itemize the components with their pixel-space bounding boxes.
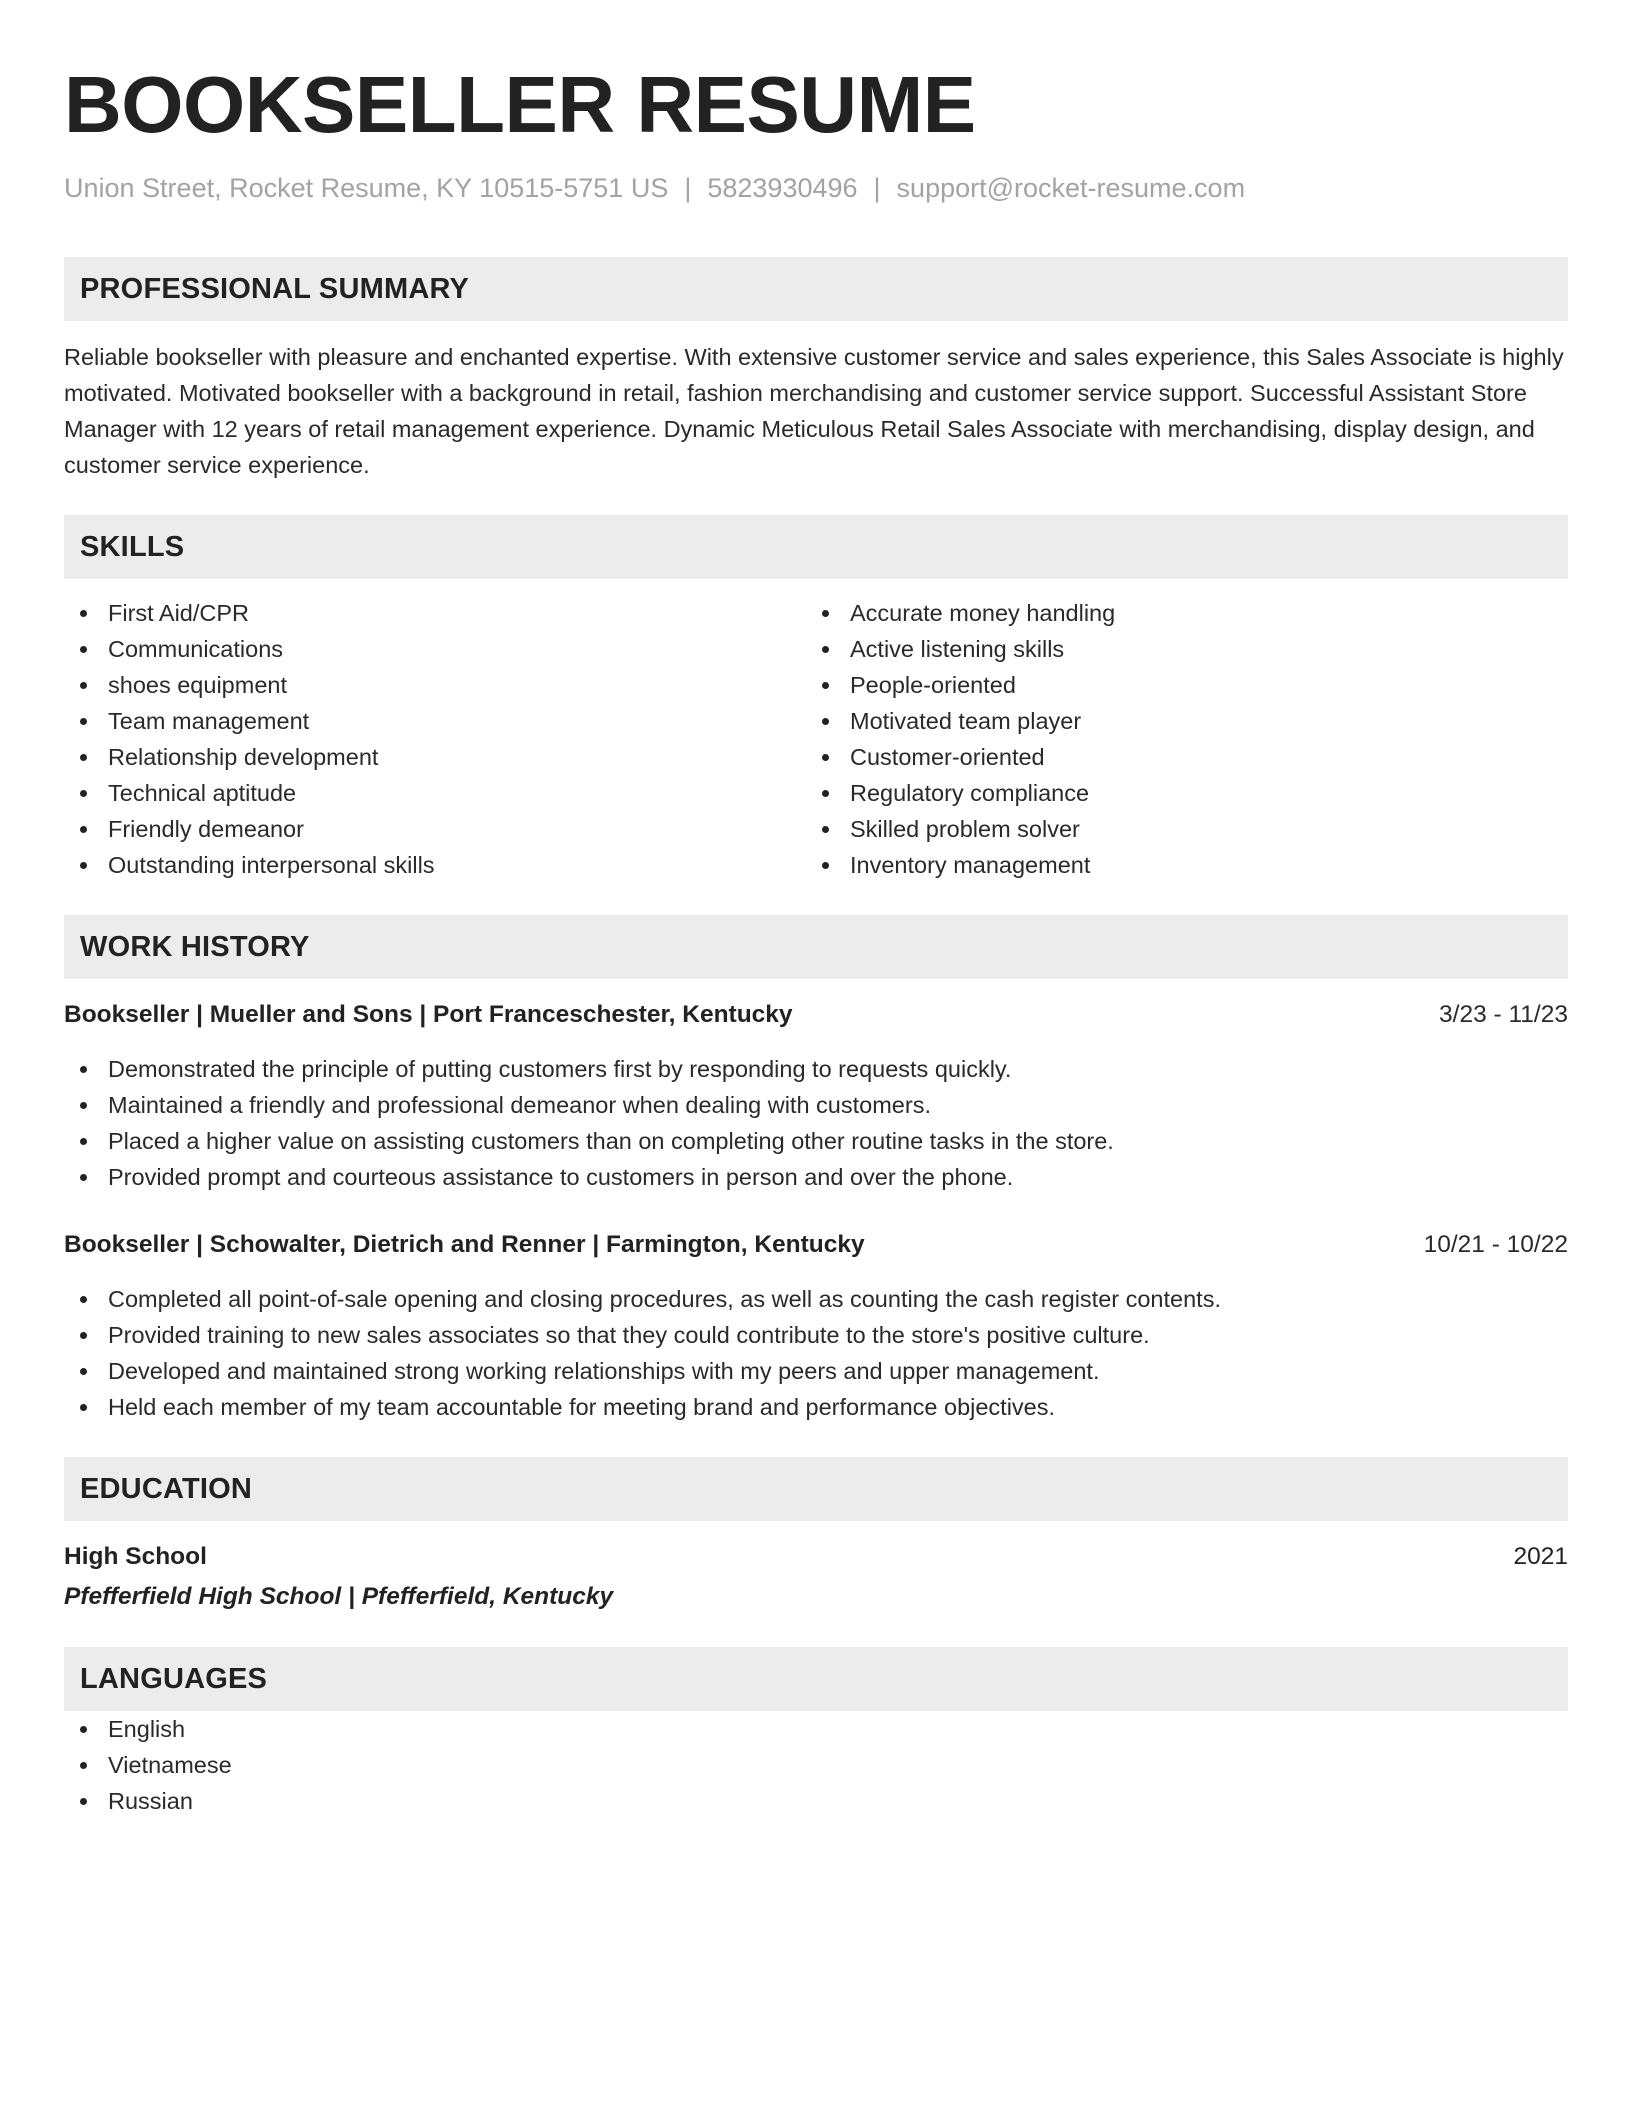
- languages-list: [64, 1711, 1568, 1819]
- language-item: Russian: [64, 1783, 1568, 1819]
- job-bullet: Developed and maintained strong working relationships with my peers and upper management.: [64, 1353, 1568, 1389]
- education-school: Pfefferfield High School | Pfefferfield, Kentucky: [64, 1583, 614, 1610]
- skill-item: Friendly demeanor: [64, 811, 806, 847]
- job-bullet: Placed a higher value on assisting customers than on completing other routine tasks in the store.: [64, 1123, 1568, 1159]
- contact-address: Union Street, Rocket Resume, KY 10515-5751 US: [64, 173, 669, 203]
- job-title: Bookseller | Mueller and Sons | Port Franceschester, Kentucky: [64, 1001, 793, 1028]
- job-header: [64, 1227, 1568, 1263]
- language-item: Vietnamese: [64, 1747, 1568, 1783]
- skill-item: Inventory management: [806, 847, 1548, 883]
- skill-item: Relationship development: [64, 739, 806, 775]
- section-heading-languages: LANGUAGES: [64, 1647, 1568, 1711]
- education-year: 2021: [1513, 1543, 1568, 1570]
- skill-item: shoes equipment: [64, 667, 806, 703]
- skill-item: Team management: [64, 703, 806, 739]
- skill-item: People-oriented: [806, 667, 1548, 703]
- skill-item: Skilled problem solver: [806, 811, 1548, 847]
- contact-line: [64, 171, 1568, 205]
- contact-email: support@rocket-resume.com: [896, 173, 1246, 203]
- skill-item: Outstanding interpersonal skills: [64, 847, 806, 883]
- job-bullets: [64, 1051, 1568, 1195]
- skill-item: Regulatory compliance: [806, 775, 1548, 811]
- job-bullet: Provided training to new sales associates so that they could contribute to the store's positive culture.: [64, 1317, 1568, 1353]
- skill-item: Motivated team player: [806, 703, 1548, 739]
- skills-column-right: [806, 595, 1548, 883]
- job-dates: 3/23 - 11/23: [1439, 1001, 1568, 1028]
- section-heading-work-history: WORK HISTORY: [64, 915, 1568, 979]
- education-header: [64, 1539, 1568, 1575]
- section-heading-summary: PROFESSIONAL SUMMARY: [64, 257, 1568, 321]
- job-bullet: Completed all point-of-sale opening and closing procedures, as well as counting the cash register contents.: [64, 1281, 1568, 1317]
- job-dates: 10/21 - 10/22: [1423, 1231, 1568, 1258]
- education-degree: High School: [64, 1543, 207, 1570]
- skill-item: Technical aptitude: [64, 775, 806, 811]
- job-bullet: Provided prompt and courteous assistance to customers in person and over the phone.: [64, 1159, 1568, 1195]
- job-bullet: Held each member of my team accountable for meeting brand and performance objectives.: [64, 1389, 1568, 1425]
- contact-phone: 5823930496: [707, 173, 858, 203]
- contact-separator: |: [873, 173, 881, 203]
- job-header: [64, 997, 1568, 1033]
- language-item: English: [64, 1711, 1568, 1747]
- job-entry: [64, 1227, 1568, 1425]
- skill-item: Customer-oriented: [806, 739, 1548, 775]
- job-entry: [64, 997, 1568, 1195]
- skills-grid: [64, 595, 1568, 883]
- summary-text: Reliable bookseller with pleasure and enchanted expertise. With extensive customer service and sales experience, this Sales Associate is highly motivated. Motivated bookseller with a background in retail, fashion merchandising and customer service support. Successful Assistant Store Manager with 12 years of retail management experience. Dynamic Meticulous Retail Sales Associate with merchandising, display design, and customer service experience.: [64, 344, 1564, 478]
- job-title: Bookseller | Schowalter, Dietrich and Renner | Farmington, Kentucky: [64, 1231, 865, 1258]
- skills-column-left: [64, 595, 806, 883]
- job-bullets: [64, 1281, 1568, 1425]
- job-bullet: Maintained a friendly and professional demeanor when dealing with customers.: [64, 1087, 1568, 1123]
- resume-title: BOOKSELLER RESUME: [64, 60, 976, 149]
- contact-separator: |: [684, 173, 692, 203]
- section-heading-education: EDUCATION: [64, 1457, 1568, 1521]
- skill-item: Active listening skills: [806, 631, 1548, 667]
- skill-item: First Aid/CPR: [64, 595, 806, 631]
- job-bullet: Demonstrated the principle of putting customers first by responding to requests quickly.: [64, 1051, 1568, 1087]
- section-heading-skills: SKILLS: [64, 515, 1568, 579]
- skill-item: Communications: [64, 631, 806, 667]
- education-entry: [64, 1539, 1568, 1615]
- skill-item: Accurate money handling: [806, 595, 1548, 631]
